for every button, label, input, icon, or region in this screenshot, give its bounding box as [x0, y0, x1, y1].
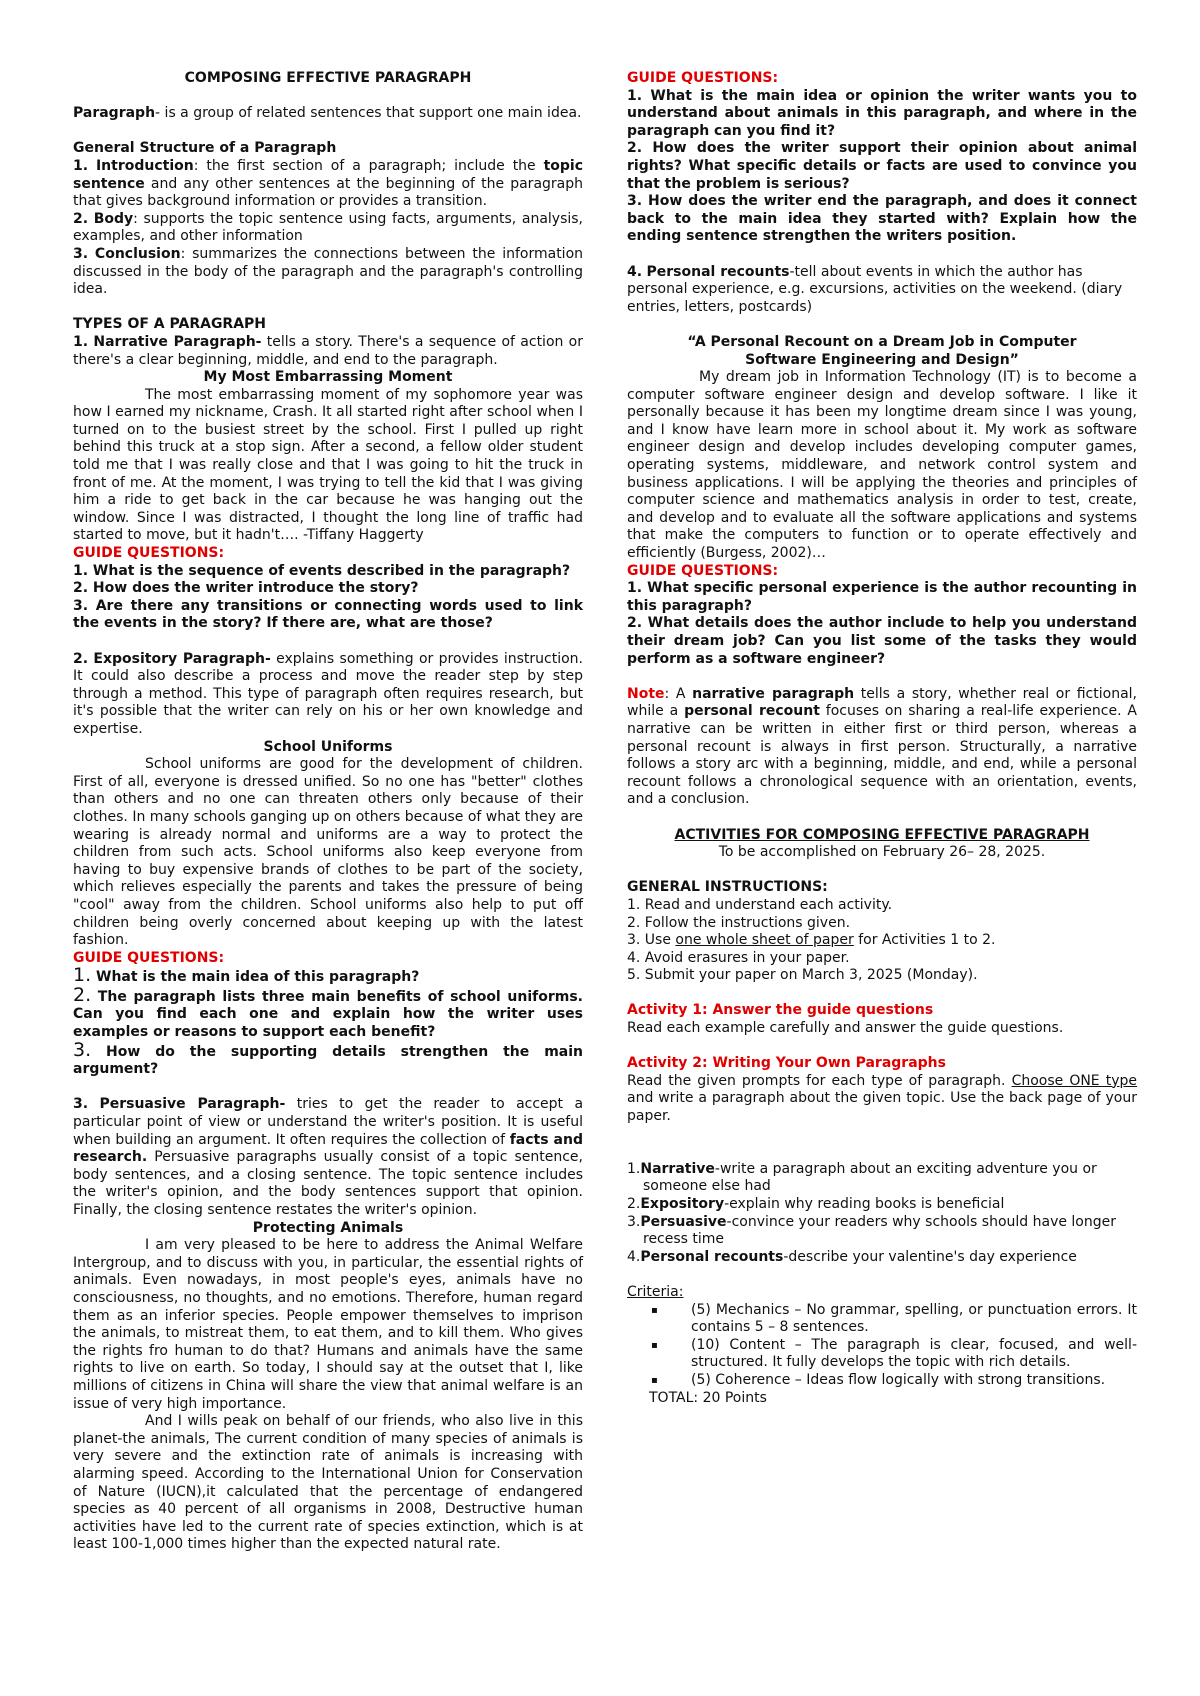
criteria-item: ▪ (10) Content – The paragraph is clear, focused, and well-structured. It fully develops the topic with rich details.: [651, 1336, 1137, 1371]
activity-2-text: Read the given prompts for each type of paragraph. Choose ONE type and write a paragraph about the given topic. Use the back page of your paper.: [627, 1072, 1138, 1125]
prompt-list: [627, 1161, 1137, 1267]
instruction-item: 3. Use one whole sheet of paper for Activities 1 to 2.: [627, 932, 996, 949]
criteria-item: ▪ (5) Mechanics – No grammar, spelling, or punctuation errors. It contains 5 – 8 sentences.: [651, 1301, 1137, 1336]
activities-date: To be accomplished on February 26– 28, 2025.: [718, 844, 1046, 861]
total-points: TOTAL: 20 Points: [649, 1389, 767, 1406]
bullet-icon: ▪: [651, 1374, 658, 1386]
recount-definition: 4. Personal recounts-tell about events in which the author has personal experience, e.g. excursions, activities on the weekend. (diary entries, letters, postcards): [627, 263, 1123, 315]
prompt-item: 1.Narrative-write a paragraph about an exciting adventure you or someone else had: [627, 1160, 1097, 1195]
expository-question: 3. How do the supporting details strengthen the main argument?: [73, 1038, 583, 1078]
prompt-item: 3.Persuasive-convince your readers why schools should have longer recess time: [627, 1213, 1117, 1248]
structure-item-conclusion: 3. Conclusion: summarizes the connections between the information discussed in the body of the paragraph and the paragraph's controlling idea.: [73, 245, 584, 298]
left-column: [73, 70, 584, 1553]
persuasive-definition: 3. Persuasive Paragraph- tries to get the reader to accept a particular point of view or understand the writer's position. It is useful when building an argument. It often requires the collection of facts and research. Persuasive paragraphs usually consist of a topic sentence, body sentences, and a closing sentence. The topic sentence includes the writer's opinion, and the body sentences support that opinion. Finally, the closing sentence restates the writer's opinion.: [73, 1096, 584, 1218]
types-heading: TYPES OF A PARAGRAPH: [73, 316, 267, 333]
narrative-question: 2. How does the writer introduce the story?: [73, 580, 419, 597]
narrative-example-text: The most embarrassing moment of my sophomore year was how I earned my nickname, Crash. It all started right after school when I turned on to the busiest street by the school. First I pulled up right behind this truck at a stop sign. After a second, a fellow older student told me that I was really close and that I was going to hit the truck in front of me. At the moment, I was trying to tell the kid that I was giving him a ride to get back in the car because he was hanging out the window. Since I was distracted, I thought the long line of traffic had started to move, but it hadn't…. -Tiffany Haggerty: [73, 386, 583, 544]
right-column: [627, 70, 1137, 1407]
structure-heading: General Structure of a Paragraph: [73, 140, 337, 157]
persuasive-example-title: Protecting Animals: [252, 1219, 404, 1236]
persuasive-guide-label: GUIDE QUESTIONS:: [627, 70, 779, 86]
expository-guide-label: GUIDE QUESTIONS:: [73, 949, 225, 966]
narrative-definition: 1. Narrative Paragraph- tells a story. There's a sequence of action or there's a clear beginning, middle, and end to the paragraph.: [73, 333, 584, 368]
narrative-question: 1. What is the sequence of events described in the paragraph?: [73, 562, 571, 579]
expository-example-title: School Uniforms: [263, 738, 393, 755]
recount-example-text: My dream job in Information Technology (IT) is to become a computer software engineer design and develop software. I like it personally because it has been my longtime dream since I was young, and I know have learn more in school about it. My work as software engineer design and develop includes developing computer games, operating systems, middleware, and network control system and business applications. I will be applying the theories and principles of computer science and mathematics analysis in order to test, create, and develop and to evaluate all the software applications and systems that make the computers to function or to operate effectively and efficiently (Burgess, 2002)…: [627, 369, 1137, 562]
structure-item-body: 2. Body: supports the topic sentence using facts, arguments, analysis, examples, and other information: [73, 210, 584, 245]
persuasive-question: 2. How does the writer support their opinion about animal rights? What specific details or facts are used to convince you that the problem is serious?: [627, 140, 1137, 192]
expository-question: 1. What is the main idea of this paragraph?: [73, 964, 420, 987]
persuasive-question: 1. What is the main idea or opinion the writer wants you to understand about animals in this paragraph, and where in the paragraph can you find it?: [627, 87, 1137, 139]
instruction-item: 2. Follow the instructions given.: [627, 914, 851, 931]
recount-example-title: “A Personal Recount on a Dream Job in Computer Software Engineering and Design”: [687, 333, 1077, 368]
bullet-icon: ▪: [651, 1339, 658, 1351]
note-paragraph: Note: A narrative paragraph tells a story, whether real or fictional, while a personal recount focuses on sharing a real-life experience. A narrative can be written in either first or third person, whereas a personal recount is always in first person. Structurally, a narrative follows a story arc with a beginning, middle, and end, while a personal recount follows a chronological sequence with an orientation, events, and a conclusion.: [627, 685, 1137, 808]
page-title: COMPOSING EFFECTIVE PARAGRAPH: [184, 70, 472, 86]
persuasive-example-text-continued: And I wills peak on behalf of our friends, who also live in this planet-the animals, The current condition of many species of animals is very severe and the extinction rate of animals is increasing with alarming speed. According to the International Union for Conservation of Nature (IUCN),it calculated that the percentage of endangered species as 40 percent of all organisms in 2008, Destructive human activities have led to the current rate of species extinction, which is at least 100-1,000 times higher than the expected natural rate.: [73, 1413, 583, 1553]
activity-1-title: Activity 1: Answer the guide questions: [627, 1002, 934, 1019]
criteria-label: Criteria:: [627, 1283, 684, 1300]
activities-heading: ACTIVITIES FOR COMPOSING EFFECTIVE PARAGRAPH: [674, 826, 1090, 843]
narrative-example-title: My Most Embarrassing Moment: [203, 369, 453, 386]
activity-1-text: Read each example carefully and answer the guide questions.: [627, 1020, 1064, 1037]
bullet-icon: ▪: [651, 1304, 658, 1316]
instruction-item: 1. Read and understand each activity.: [627, 896, 893, 913]
criteria-list: [627, 1302, 1137, 1390]
criteria-item: ▪ (5) Coherence – Ideas flow logically with strong transitions.: [651, 1371, 1106, 1388]
recount-question: 2. What details does the author include to help you understand their dream job? Can you list some of the tasks they would perform as a software engineer?: [627, 615, 1137, 667]
prompt-item: 2.Expository-explain why reading books is beneficial: [627, 1196, 1005, 1212]
instruction-item: 4. Avoid erasures in your paper.: [627, 949, 850, 966]
recount-guide-label: GUIDE QUESTIONS:: [627, 562, 779, 579]
activity-2-title: Activity 2: Writing Your Own Paragraphs: [627, 1055, 946, 1072]
structure-item-introduction: 1. Introduction: the first section of a paragraph; include the topic sentence and any other sentences at the beginning of the paragraph that gives background information or provides a transition.: [73, 157, 584, 210]
narrative-question: 3. Are there any transitions or connecting words used to link the events in the story? If there are, what are those?: [73, 597, 583, 632]
instructions-heading: GENERAL INSTRUCTIONS:: [627, 879, 828, 896]
paragraph-definition: Paragraph- is a group of related sentences that support one main idea.: [73, 105, 582, 122]
persuasive-question: 3. How does the writer end the paragraph, and does it connect back to the main idea they started with? Explain how the ending sentence strengthen the writers position.: [627, 193, 1137, 245]
prompt-item: 4.Personal recounts-describe your valentine's day experience: [627, 1248, 1077, 1265]
recount-question: 1. What specific personal experience is the author recounting in this paragraph?: [627, 580, 1137, 614]
expository-definition: 2. Expository Paragraph- explains something or provides instruction. It could also describe a process and move the reader step by step through a method. This type of paragraph often requires research, but it's possible that the writer can rely on his or her own knowledge and expertise.: [73, 650, 584, 737]
expository-question: 2. The paragraph lists three main benefits of school uniforms. Can you find each one and explain how the writer uses examples or reasons to support each benefit?: [73, 983, 583, 1041]
expository-example-text: School uniforms are good for the development of children. First of all, everyone is dressed unified. So no one has "better" clothes than others and no one can threaten others only because of their clothes. In many schools ganging up on others because of what they are wearing is already normal and uniforms are a way to protect the children from such acts. School uniforms also keep everyone from having to buy expensive brands of clothes to be part of the society, which relieves especially the parents and takes the pressure of being "cool" away from the children. School uniforms also help to put off children being overly concerned about keeping up with the latest fashion.: [73, 756, 583, 949]
narrative-guide-label: GUIDE QUESTIONS:: [73, 545, 225, 562]
persuasive-example-text: I am very pleased to be here to address the Animal Welfare Intergroup, and to discuss with you, in particular, the essential rights of animals. Even nowadays, in most people's eyes, animals have no consciousness, no thoughts, and no emotions. Therefore, human regard them as an inferior species. People empower themselves to imprison the animals, to mistreat them, to eat them, and to kill them. Who gives the rights fro human to do that? Humans and animals have the same rights to live on earth. So today, I should say at the outset that I, like millions of citizens in China will share the view that animal welfare is an issue of very high importance.: [73, 1237, 583, 1412]
instruction-item: 5. Submit your paper on March 3, 2025 (Monday).: [627, 967, 978, 984]
